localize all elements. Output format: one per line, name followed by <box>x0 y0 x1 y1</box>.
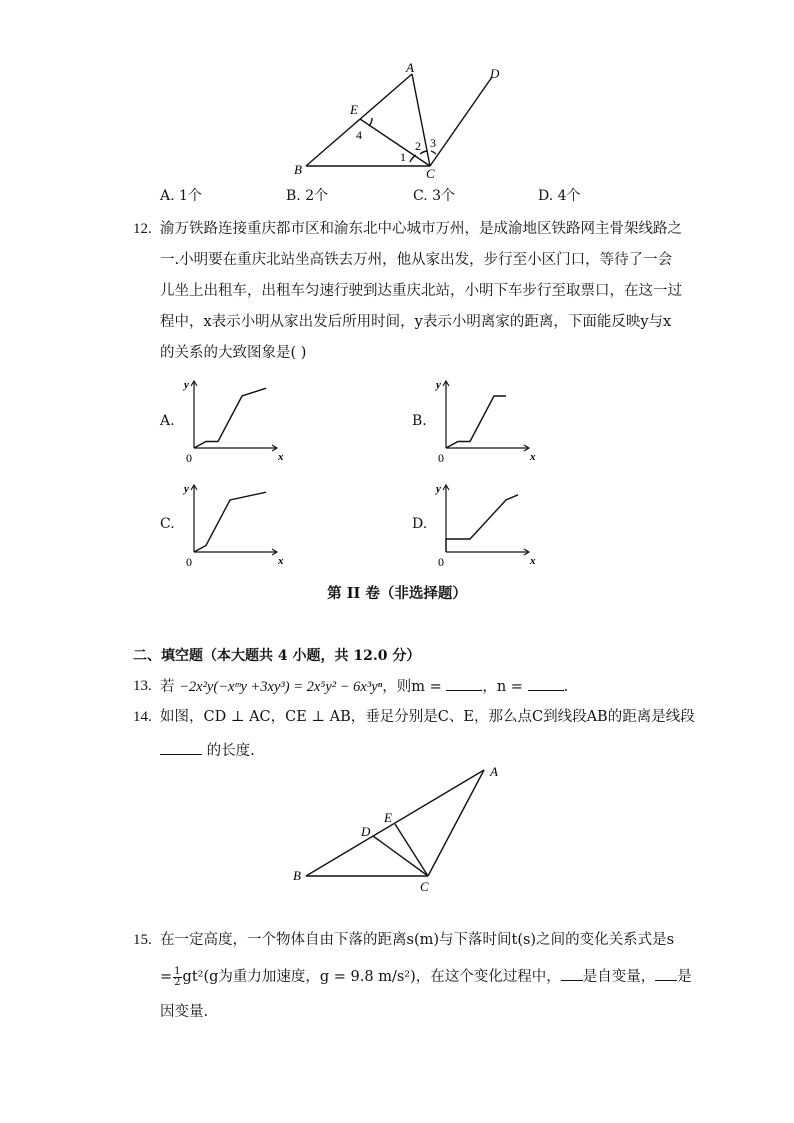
x-axis-label: x <box>530 451 536 463</box>
q13-n-label: ，n = <box>482 679 523 695</box>
q13-pre: 若 <box>160 679 175 695</box>
q12-line-3: 儿坐上出租车，出租车匀速行驶到达重庆北站，小明下车步行至取票口，在这一过 <box>160 283 682 299</box>
q15-dep-text: 是 <box>677 969 692 985</box>
graph-series-line <box>446 396 506 448</box>
q13-blank-m[interactable] <box>446 676 482 691</box>
angle-label-3: 3 <box>430 136 436 150</box>
graph-b <box>432 374 542 466</box>
q14-blank[interactable] <box>160 740 202 755</box>
q15-blank-dependent[interactable] <box>655 966 677 981</box>
part2-title: 第 II 卷（非选择题） <box>327 585 467 602</box>
label-B: B <box>294 162 302 177</box>
q12-number: 12. <box>133 221 152 237</box>
fig14-label-D: D <box>361 824 371 839</box>
fig14-label-B: B <box>293 868 301 883</box>
graph-series-line <box>194 388 266 448</box>
q15-blank-independent[interactable] <box>561 966 583 981</box>
graph-d <box>432 478 542 570</box>
q12-line-2: 一.小明要在重庆北站坐高铁去万州，他从家出发，步行至小区门口，等待了一会 <box>160 252 673 268</box>
q12-line-5: 的关系的大致图象是( ) <box>160 345 307 361</box>
q11-option-a: A. 1个 <box>160 188 202 204</box>
graph-c <box>180 478 290 570</box>
y-axis-label: y <box>436 483 441 495</box>
angle-label-1: 1 <box>400 150 406 164</box>
graph-c-label: C. <box>160 516 175 532</box>
graph-series-line <box>446 495 518 552</box>
q15-frac-bottom: 2 <box>174 976 181 988</box>
angle-label-2: 2 <box>415 139 421 153</box>
graph-d-label: D. <box>412 516 428 532</box>
x-axis-label: x <box>278 555 284 567</box>
q13-expression: −2x²y(−xᵐy +3xy³) = 2x⁵y² − 6x³yⁿ <box>179 679 383 695</box>
origin-label: 0 <box>186 451 192 465</box>
origin-label: 0 <box>438 555 444 569</box>
y-axis-label: y <box>184 379 189 391</box>
q13-m-label: ，则m = <box>382 679 442 695</box>
label-C: C <box>426 166 435 181</box>
fig14-label-E: E <box>384 810 392 825</box>
q13-text <box>160 676 568 697</box>
q11-option-c: C. 3个 <box>413 188 456 204</box>
origin-label: 0 <box>186 555 192 569</box>
q15-frac-top: 1 <box>174 965 181 977</box>
q11-figure <box>290 62 510 182</box>
q13-number: 13. <box>133 678 152 694</box>
q15-indep-text: 是自变量， <box>582 969 656 985</box>
q12-line-4: 程中，x表示小明从家出发后所用时间，y表示小明离家的距离，下面能反映y与x <box>160 314 672 330</box>
q14-line-2 <box>160 740 255 761</box>
x-axis-label: x <box>530 555 536 567</box>
q15-eq: = <box>160 969 173 985</box>
q15-line-3: 因变量. <box>160 1004 209 1020</box>
q14-number: 14. <box>133 709 152 725</box>
x-axis-label: x <box>278 451 284 463</box>
q13-blank-n[interactable] <box>528 676 564 691</box>
y-axis-label: y <box>436 379 441 391</box>
q15-line-2 <box>160 966 692 988</box>
label-E: E <box>350 102 358 117</box>
q14-line-1: 如图，CD ⊥ AC，CE ⊥ AB，垂足分别是C、E，那么点C到线段AB的距离是线段 <box>160 709 695 725</box>
q15-number: 15. <box>133 932 152 948</box>
angle-label-4: 4 <box>356 128 362 142</box>
graph-b-label: B. <box>412 413 427 429</box>
label-D: D <box>490 66 500 81</box>
q11-option-b: B. 2个 <box>286 188 329 204</box>
origin-label: 0 <box>438 451 444 465</box>
q15-fraction <box>173 967 181 988</box>
fig14-label-C: C <box>420 879 429 894</box>
y-axis-label: y <box>184 483 189 495</box>
q11-option-d: D. 4个 <box>538 188 581 204</box>
graph-series-line <box>194 492 266 552</box>
label-A: A <box>406 62 414 75</box>
graph-a <box>180 374 290 466</box>
q13-end: . <box>563 679 569 695</box>
q14-line-2-text: 的长度. <box>206 743 255 759</box>
section2-header: 二、填空题（本大题共 4 小题，共 12.0 分） <box>133 648 421 664</box>
q15-line-1: 在一定高度，一个物体自由下落的距离s(m)与下落时间t(s)之间的变化关系式是s <box>160 932 675 948</box>
q15-line-2-text: gt²(g为重力加速度，g = 9.8 m/s²)，在这个变化过程中， <box>182 969 561 985</box>
q14-figure <box>288 760 508 896</box>
graph-a-label: A. <box>160 413 175 429</box>
q12-line-1: 渝万铁路连接重庆都市区和渝东北中心城市万州，是成渝地区铁路网主骨架线路之 <box>160 221 682 237</box>
fig14-label-A: A <box>490 764 498 779</box>
